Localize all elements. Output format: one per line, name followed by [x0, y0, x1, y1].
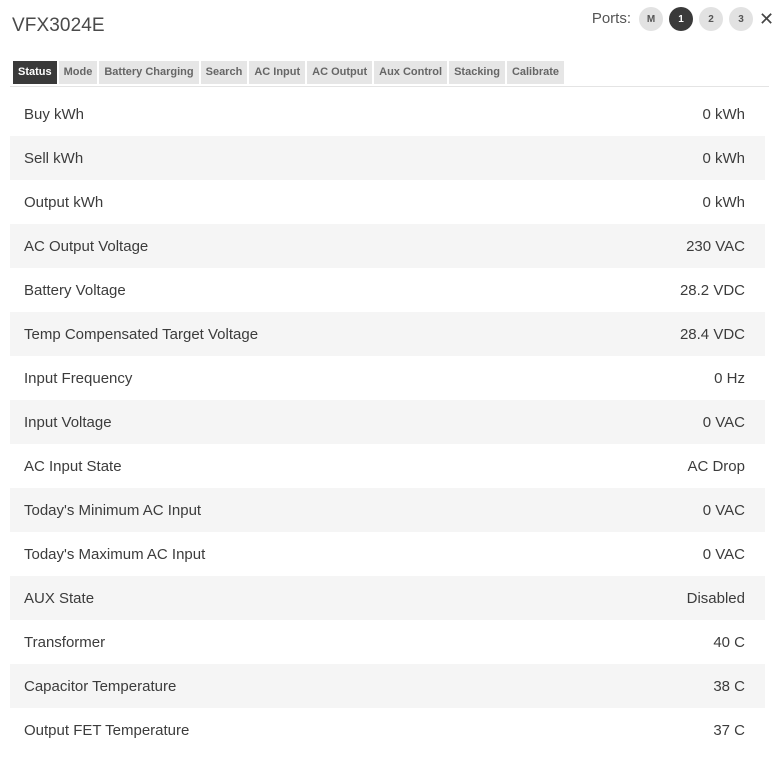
status-value: 38 C: [713, 677, 745, 695]
status-label: Battery Voltage: [24, 281, 126, 299]
status-label: Today's Maximum AC Input: [24, 545, 206, 563]
status-value: 0 kWh: [702, 105, 745, 123]
status-value: 0 kWh: [702, 193, 745, 211]
status-label: Temp Compensated Target Voltage: [24, 325, 259, 343]
status-label: AC Input State: [24, 457, 122, 475]
status-value: 230 VAC: [686, 237, 745, 255]
status-value: 40 C: [713, 633, 745, 651]
status-row-ac-input-state: [10, 444, 765, 488]
tab-aux-control[interactable]: Aux Control: [374, 61, 447, 84]
port-button-3[interactable]: 3: [729, 7, 753, 31]
status-label: AUX State: [24, 589, 95, 607]
status-value: 37 C: [713, 721, 745, 739]
status-label: Output kWh: [24, 193, 104, 211]
status-row-output-kwh: [10, 180, 765, 224]
status-value: 0 Hz: [714, 369, 745, 387]
status-row-target-voltage: [10, 312, 765, 356]
status-value: 0 VAC: [702, 501, 745, 519]
ports-label: Ports:: [591, 9, 631, 27]
status-row-output-fet-temperature: [10, 708, 765, 752]
status-label: Output FET Temperature: [24, 721, 190, 739]
status-row-transformer: [10, 620, 765, 664]
status-row-aux-state: [10, 576, 765, 620]
status-row-input-voltage: [10, 400, 765, 444]
status-value: 0 VAC: [702, 413, 745, 431]
status-table: [10, 92, 765, 752]
port-button-1[interactable]: 1: [669, 7, 693, 31]
status-value: 28.2 VDC: [679, 281, 745, 299]
tab-mode[interactable]: Mode: [59, 61, 98, 84]
status-row-capacitor-temperature: [10, 664, 765, 708]
port-button-2[interactable]: 2: [699, 7, 723, 31]
tab-status[interactable]: Status: [13, 61, 57, 84]
status-row-ac-output-voltage: [10, 224, 765, 268]
status-row-max-ac-input: [10, 532, 765, 576]
status-label: Input Frequency: [24, 369, 133, 387]
status-label: AC Output Voltage: [24, 237, 149, 255]
status-row-min-ac-input: [10, 488, 765, 532]
status-value: Disabled: [686, 589, 745, 607]
tab-ac-input[interactable]: AC Input: [249, 61, 305, 84]
page-title: VFX3024E: [12, 15, 105, 36]
status-value: 0 kWh: [702, 149, 745, 167]
status-row-battery-voltage: [10, 268, 765, 312]
status-label: Buy kWh: [24, 105, 85, 123]
tab-ac-output[interactable]: AC Output: [307, 61, 372, 84]
status-value: 28.4 VDC: [679, 325, 745, 343]
status-label: Capacitor Temperature: [24, 677, 177, 695]
status-row-input-frequency: [10, 356, 765, 400]
tab-battery-charging[interactable]: Battery Charging: [99, 61, 198, 84]
status-label: Input Voltage: [24, 413, 112, 431]
close-icon[interactable]: ✕: [759, 9, 774, 29]
status-label: Today's Minimum AC Input: [24, 501, 202, 519]
status-row-sell-kwh: [10, 136, 765, 180]
status-label: Sell kWh: [24, 149, 84, 167]
status-label: Transformer: [24, 633, 106, 651]
tab-bar: [13, 61, 566, 84]
status-value: 0 VAC: [702, 545, 745, 563]
status-value: AC Drop: [687, 457, 745, 475]
tab-search[interactable]: Search: [201, 61, 248, 84]
tab-calibrate[interactable]: Calibrate: [507, 61, 564, 84]
ports-selector: [591, 6, 774, 32]
status-row-buy-kwh: [10, 92, 765, 136]
tab-divider: [10, 86, 769, 87]
port-button-m[interactable]: M: [639, 7, 663, 31]
tab-stacking[interactable]: Stacking: [449, 61, 505, 84]
